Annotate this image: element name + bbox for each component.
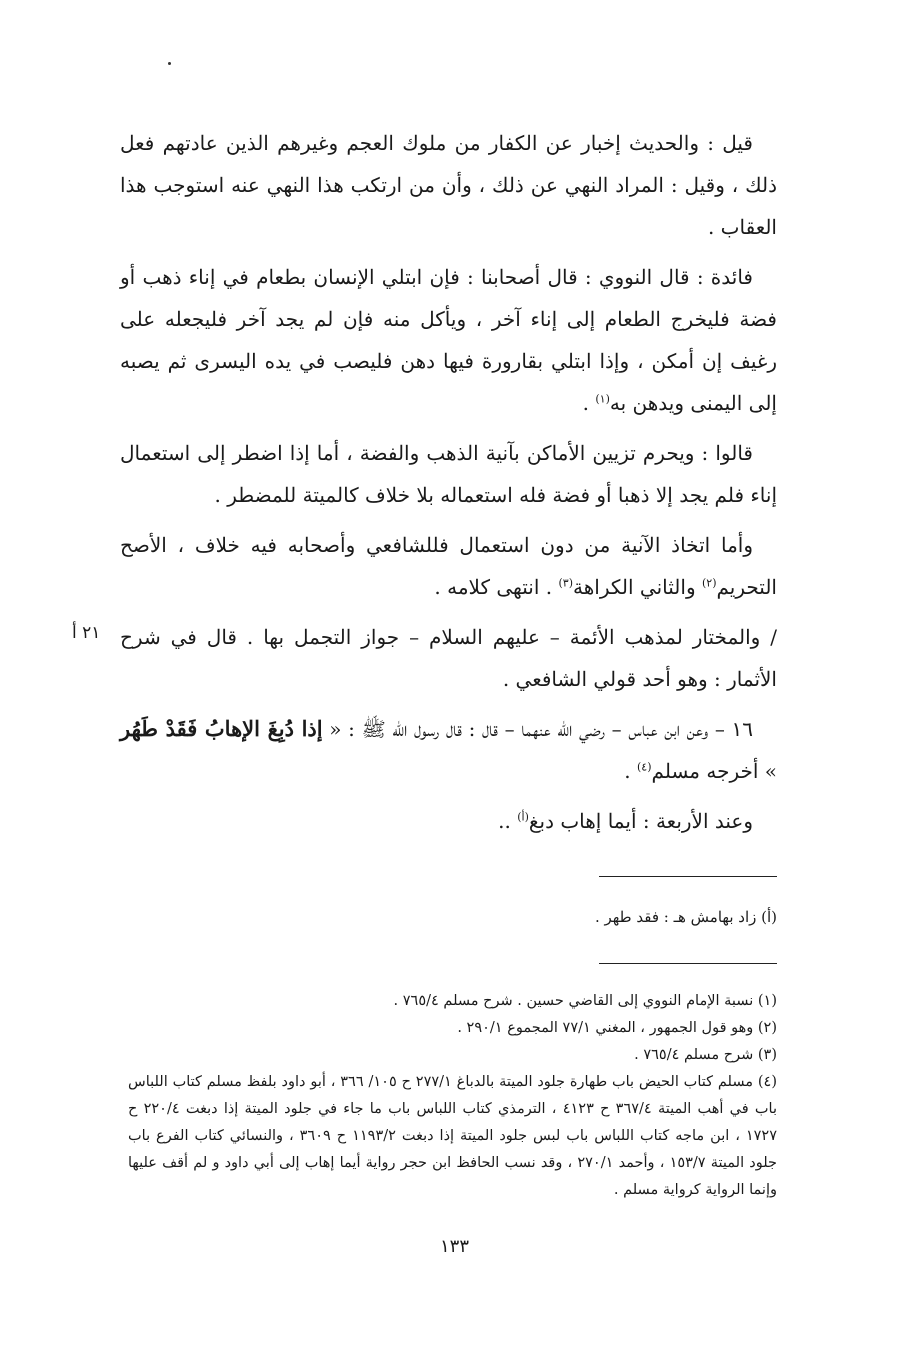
paragraph-hadith-16 bbox=[120, 708, 777, 792]
main-text-body bbox=[120, 122, 777, 850]
paragraph-acquiring-vessels bbox=[120, 524, 777, 608]
paragraph-text: . انتهى كلامه . bbox=[434, 575, 559, 599]
paragraph-text: والثاني الكراهة bbox=[573, 575, 702, 599]
paragraph-text: . bbox=[582, 391, 596, 415]
paragraph-text: » أخرجه مسلم bbox=[651, 759, 777, 783]
paragraph-text: .. bbox=[498, 809, 518, 833]
footnote-divider bbox=[599, 963, 777, 964]
footnote-2: (٢) وهو قول الجمهور ، المغني ٧٧/١ المجموع ٢٩٠/١ . bbox=[457, 1020, 777, 1036]
paragraph-text: ١٦ – وعن ابن عباس – رضي الله عنهما – قال : قال رسول الله ﷺ : « bbox=[322, 717, 754, 741]
footnote-1: (١) نسبة الإمام النووي إلى القاضي حسين . شرح مسلم ٧٦٥/٤ . bbox=[393, 993, 777, 1009]
manuscript-folio-marker: ٢١ أ bbox=[72, 623, 101, 643]
paragraph-four-narration bbox=[120, 800, 777, 842]
footnote-4: (٤) مسلم كتاب الحيض باب طهارة جلود الميتة بالدباغ ٢٧٧/١ ح ١٠٥/ ٣٦٦ ، أبو داود بلفظ مسلم كتاب اللباس باب في أهب الميتة ٣٦٧/٤ ح ٤١٢٣ ، الترمذي كتاب اللباس باب ما جاء في جلود الميتة إذا دبغت ٢٢٠/٤ ح ١٧٢٧ ، ابن ماجه كتاب اللباس باب لبس جلود الميتة إذا دبغت ١١٩٣/٢ ح ٣٦٠٩ ، والنسائي كتاب الفرع باب جلود الميتة ١٥٣/٧ ، وأحمد ٢٧٠/١ ، وقد نسب الحافظ ابن حجر رواية أيما إهاب إلى أبي داود و لم أقف عليها وإنما الرواية كرواية مسلم . bbox=[128, 1074, 778, 1198]
paragraph-text: . bbox=[624, 759, 637, 783]
hadith-quote: إذا دُبِغَ الإهابُ فَقَدْ طَهُر bbox=[120, 716, 323, 741]
paragraph-text: فائدة : قال النووي : قال أصحابنا : فإن ابتلي الإنسان بطعام في إناء ذهب أو فضة فليخرج الطعام إلى إناء آخر ، ويأكل منه فإن لم يجد آخر فليجعله على رغيف إن أمكن ، وإذا ابتلي بقارورة فيها دهن فليصب في يده اليسرى ثم يصبه إلى اليمنى ويدهن به bbox=[120, 265, 777, 415]
footnote-3: (٣) شرح مسلم ٧٦٥/٤ . bbox=[634, 1047, 777, 1063]
paragraph-decoration-ruling bbox=[120, 432, 777, 516]
footnote-ref-1[interactable]: (١) bbox=[595, 392, 610, 406]
paragraph-chosen-view bbox=[120, 616, 777, 700]
footnote-divider bbox=[599, 876, 777, 877]
paragraph-benefit-nawawi bbox=[120, 256, 777, 424]
footnote-ref-2[interactable]: (٢) bbox=[701, 576, 717, 590]
footnote-ref-3[interactable]: (٣) bbox=[558, 576, 574, 590]
paragraph-text: وعند الأربعة : أيما إهاب دبغ bbox=[528, 809, 753, 833]
footnote-ref-4[interactable]: (٤) bbox=[637, 760, 652, 774]
footnotes-section bbox=[128, 988, 777, 1204]
scan-speck bbox=[168, 62, 171, 65]
paragraph-hadith-explanation bbox=[120, 122, 777, 248]
paragraph-text: وأما اتخاذ الآنية من دون استعمال فللشافعي وأصحابه فيه خلاف ، الأصح التحريم bbox=[120, 533, 777, 599]
manuscript-note-ref[interactable]: (أ) bbox=[517, 810, 529, 824]
page-number: ١٣٣ bbox=[439, 1236, 469, 1257]
paragraph-text: قيل : والحديث إخبار عن الكفار من ملوك العجم وغيرهم الذين عادتهم فعل ذلك ، وقيل : المراد النهي عن ذلك ، وأن من ارتكب هذا النهي عنه استوجب هذا العقاب . bbox=[120, 131, 777, 239]
paragraph-text: / والمختار لمذهب الأئمة – عليهم السلام – جواز التجمل بها . قال في شرح الأثمار : وهو أحد قولي الشافعي . bbox=[120, 625, 777, 691]
paragraph-text: قالوا : ويحرم تزيين الأماكن بآنية الذهب والفضة ، أما إذا اضطر إلى استعمال إناء فلم يجد إلا ذهبا أو فضة فله استعماله بلا خلاف كالميتة للمضطر . bbox=[120, 441, 777, 507]
manuscript-note: (أ) زاد بهامش هـ : فقد طهر . bbox=[594, 908, 777, 926]
